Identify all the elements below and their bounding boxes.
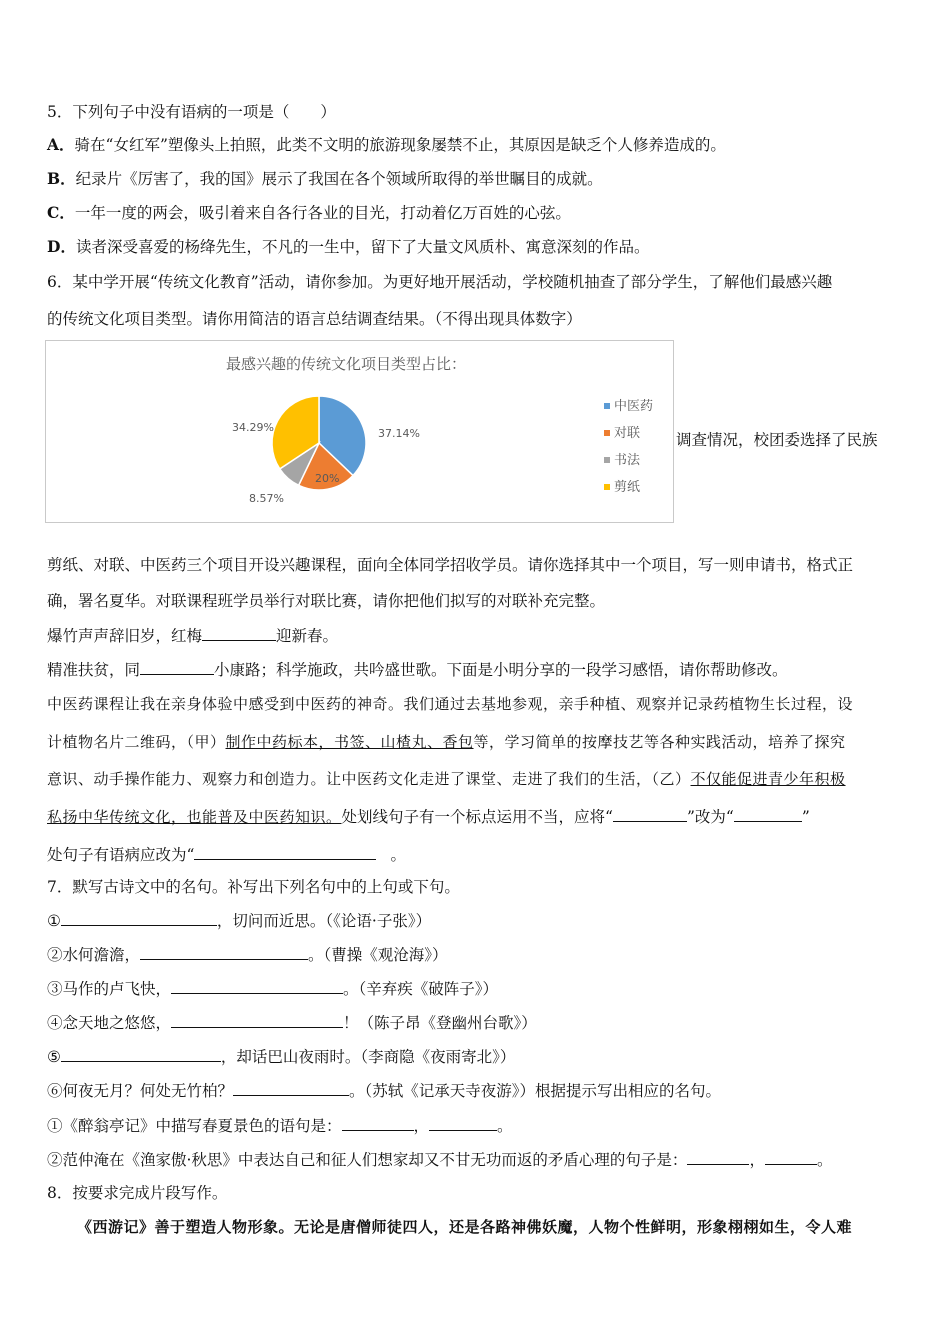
legend-label: 对联 xyxy=(614,426,641,441)
q7-item-1 xyxy=(47,909,431,932)
underlined-sentence-yi: 私扬中华传统文化，也能普及中医药知识。 xyxy=(47,808,342,826)
item-text: 。（苏轼《记承天寺夜游》）根据提示写出相应的名句。 xyxy=(349,1082,722,1100)
item-text: ①《醉翁亭记》中描写春夏景色的语句是： xyxy=(47,1117,342,1135)
q6-side-text: 调查情况，校团委选择了民族 xyxy=(676,431,878,449)
legend-label: 中医药 xyxy=(614,399,654,414)
legend-swatch xyxy=(604,457,610,463)
q7-item-7 xyxy=(47,1114,513,1137)
legend-label: 剪纸 xyxy=(614,480,641,495)
essay-text: 意识、动手操作能力、观察力和创造力。让中医药文化走进了课堂、走进了我们的生活，（乙） xyxy=(47,770,691,788)
legend-swatch xyxy=(604,484,610,490)
answer-blank[interactable] xyxy=(140,943,308,960)
essay-text: 等，学习简单的按摩技艺等各种实践活动，培养了探究 xyxy=(473,733,846,751)
item-text: ， xyxy=(749,1151,765,1169)
answer-blank[interactable] xyxy=(61,909,217,926)
couplet-2 xyxy=(47,658,788,681)
couplet-text: 精准扶贫，同 xyxy=(47,661,141,679)
essay-text: 处句子有语病应改为“ xyxy=(47,846,195,864)
item-text: 。（曹操《观沧海》） xyxy=(308,946,448,964)
item-text: ，却话巴山夜雨时。（李商隐《夜雨寄北》） xyxy=(220,1048,516,1066)
essay-text: 处划线句子有一个标点运用不当，应将“ xyxy=(341,808,613,826)
answer-blank[interactable] xyxy=(613,805,687,822)
answer-blank[interactable] xyxy=(342,1114,414,1131)
q7-item-2 xyxy=(47,943,448,966)
essay-para-2 xyxy=(47,731,846,753)
q5-option-a xyxy=(47,134,726,156)
answer-blank[interactable] xyxy=(61,1045,221,1062)
q6-line4: 确，署名夏华。对联课程班学员举行对联比赛，请你把他们拟写的对联补充完整。 xyxy=(47,592,606,610)
answer-blank[interactable] xyxy=(429,1114,497,1131)
couplet-text: 迎新春。 xyxy=(276,627,339,645)
pie-data-label: 20% xyxy=(315,472,340,485)
item-text: ⑤ xyxy=(47,1048,61,1066)
answer-blank[interactable] xyxy=(233,1079,349,1096)
chart-title: 最感兴趣的传统文化项目类型占比： xyxy=(226,355,467,373)
item-text: ②水何澹澹， xyxy=(47,946,141,964)
item-text: 。 xyxy=(816,1151,833,1169)
item-text: 。（辛弃疾《破阵子》） xyxy=(343,980,499,998)
couplet-text: 爆竹声声辞旧岁，红梅 xyxy=(47,627,203,645)
option-text: 骑在“女红军”塑像头上拍照，此类不文明的旅游现象屡禁不止，其原因是缺乏个人修养造成的。 xyxy=(74,136,726,154)
pie-chart xyxy=(45,340,674,523)
item-text: ③马作的卢飞快， xyxy=(47,980,172,998)
couplet-text: 小康路；科学施政，共吟盛世歌。下面是小明分享的一段学习感悟，请你帮助修改。 xyxy=(214,661,788,679)
essay-para-1: 中医药课程让我在亲身体验中感受到中医药的神奇。我们通过去基地参观，亲手种植、观察并记录药植物生长过程，设 xyxy=(47,695,854,713)
underlined-sentence-jia: 制作中药标本，书签、山楂丸、香包 xyxy=(225,733,474,751)
legend-swatch xyxy=(604,403,610,409)
item-text: ，切问而近思。（《论语·子张》） xyxy=(216,912,432,930)
q7-item-6 xyxy=(47,1079,721,1102)
pie-chart-svg xyxy=(46,341,673,522)
option-label: B． xyxy=(47,169,76,188)
option-label: C． xyxy=(47,203,75,222)
option-label: A． xyxy=(47,135,75,154)
couplet-1 xyxy=(47,624,338,647)
q7-item-3 xyxy=(47,977,498,1000)
item-text: ！（陈子昂《登幽州台歌》） xyxy=(343,1014,537,1032)
answer-blank[interactable] xyxy=(765,1148,817,1165)
q8-para-1: 《西游记》善于塑造人物形象。无论是唐僧师徒四人，还是各路神佛妖魔，人物个性鲜明，形象栩栩如生，令人难 xyxy=(77,1218,853,1236)
item-text: ⑥何夜无月？何处无竹柏？ xyxy=(47,1082,234,1100)
q5-option-b xyxy=(47,168,603,190)
item-text: 。 xyxy=(497,1117,513,1135)
answer-blank[interactable] xyxy=(734,805,802,822)
pie-data-label: 34.29% xyxy=(232,421,274,434)
essay-para-5 xyxy=(47,843,406,866)
option-text: 读者深受喜爱的杨绛先生，不凡的一生中，留下了大量文风质朴、寓意深刻的作品。 xyxy=(75,238,650,256)
option-label: D． xyxy=(47,237,76,256)
essay-text: ”改为“ xyxy=(686,808,734,826)
answer-blank[interactable] xyxy=(687,1148,749,1165)
underlined-sentence-yi: 不仅能促进青少年积极 xyxy=(690,770,846,788)
q5-stem: 5．下列句子中没有语病的一项是（ ） xyxy=(47,103,336,121)
option-text: 纪录片《厉害了，我的国》展示了我国在各个领域所取得的举世瞩目的成就。 xyxy=(75,170,603,188)
answer-blank[interactable] xyxy=(194,843,376,860)
item-text: ， xyxy=(413,1117,430,1135)
q6-line1: 6．某中学开展“传统文化教育”活动，请你参加。为更好地开展活动，学校随机抽查了部分学生，了解他们最感兴趣 xyxy=(47,273,833,291)
pie-data-label: 8.57% xyxy=(249,492,284,505)
legend-label: 书法 xyxy=(614,453,641,468)
q8-stem: 8．按要求完成片段写作。 xyxy=(47,1184,228,1202)
q7-item-5 xyxy=(47,1045,515,1068)
essay-text: ” xyxy=(801,808,810,826)
q6-line3: 剪纸、对联、中医药三个项目开设兴趣课程，面向全体同学招收学员。请你选择其中一个项目，写一则申请书，格式正 xyxy=(47,556,854,574)
legend-swatch xyxy=(604,430,610,436)
q5-option-d xyxy=(47,236,649,258)
item-text: ④念天地之悠悠， xyxy=(47,1014,172,1032)
essay-text: 。 xyxy=(390,846,406,864)
answer-blank[interactable] xyxy=(171,977,343,994)
option-text: 一年一度的两会，吸引着来自各行各业的目光，打动着亿万百姓的心弦。 xyxy=(74,204,571,222)
answer-blank[interactable] xyxy=(202,624,276,641)
q5-option-c xyxy=(47,202,571,224)
pie-data-label: 37.14% xyxy=(378,427,420,440)
q7-item-4 xyxy=(47,1011,537,1034)
item-text: ②范仲淹在《渔家傲·秋思》中表达自己和征人们想家却又不甘无功而返的矛盾心理的句子是： xyxy=(47,1151,688,1169)
q7-stem: 7．默写古诗文中的名句。补写出下列名句中的上句或下句。 xyxy=(47,878,460,896)
answer-blank[interactable] xyxy=(140,658,214,675)
q6-line2: 的传统文化项目类型。请你用简洁的语言总结调查结果。（不得出现具体数字） xyxy=(47,310,582,328)
q7-item-8 xyxy=(47,1148,832,1171)
essay-text: 计植物名片二维码，（甲） xyxy=(47,733,226,751)
essay-para-3 xyxy=(47,768,846,790)
answer-blank[interactable] xyxy=(171,1011,343,1028)
item-text: ① xyxy=(47,912,61,930)
essay-para-4 xyxy=(47,805,810,828)
